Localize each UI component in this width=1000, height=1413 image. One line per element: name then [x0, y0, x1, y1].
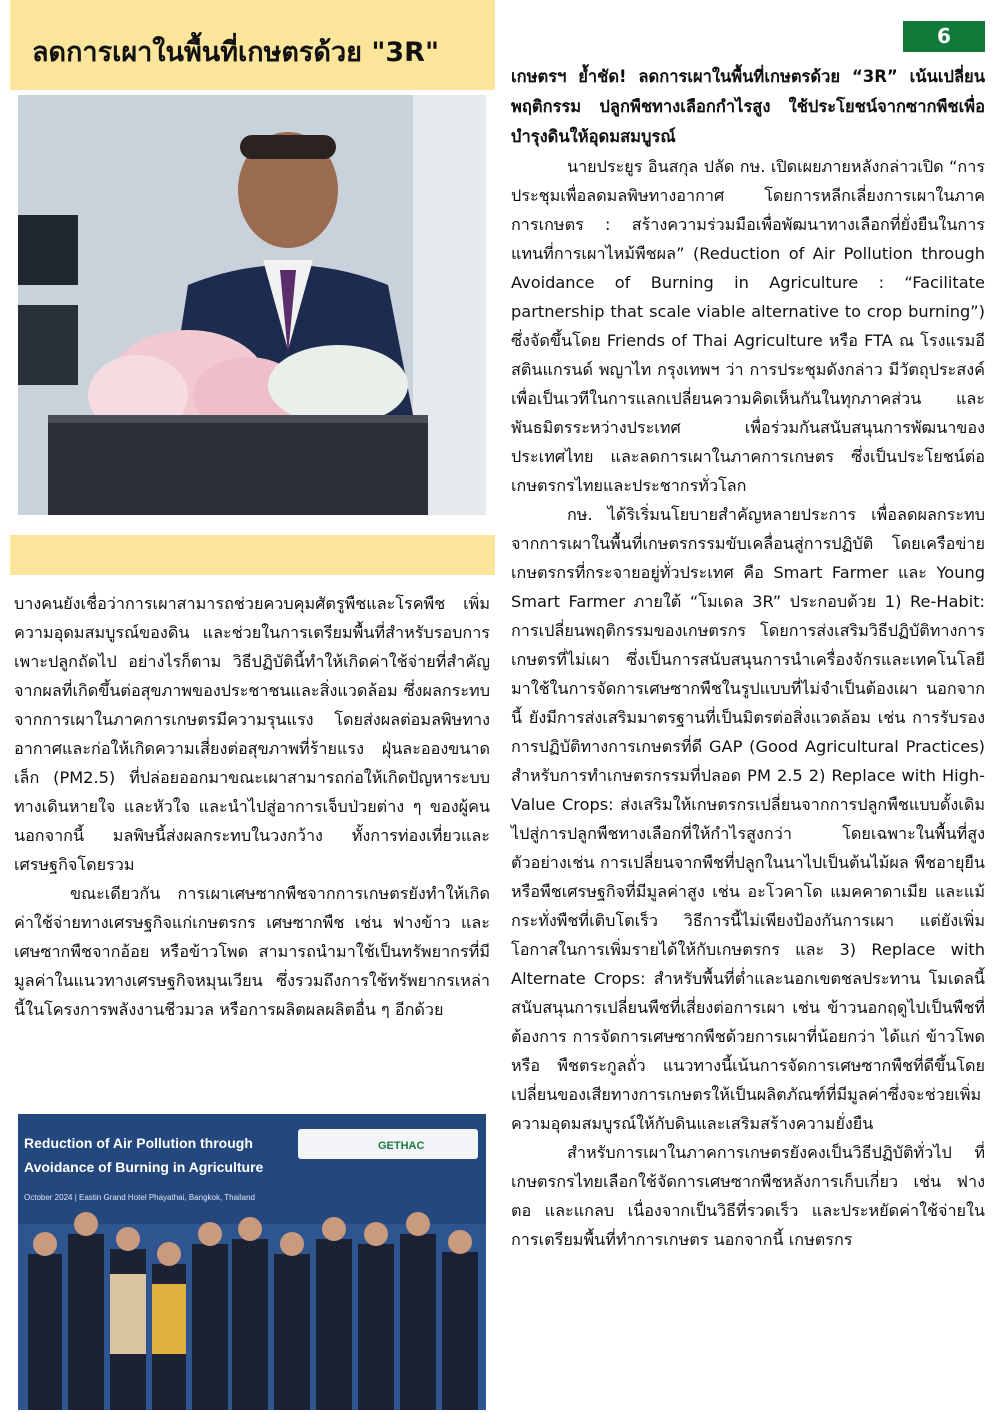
speaker-photo [18, 95, 486, 515]
page-number-badge: 6 [903, 21, 985, 52]
page-title: ลดการเผาในพื้นที่เกษตรด้วย "3R" [32, 37, 440, 68]
group-photo-illustration [18, 1114, 486, 1410]
speaker-photo-illustration [18, 95, 486, 515]
right-paragraph-2: กษ. ได้ริเริ่มนโยบายสำคัญหลายประการ เพื่อลดผลกระทบจากการเผาในพื้นที่เกษตรกรรมขับเคลื่อนสู่การปฏิบัติ โดยเครือข่ายเกษตรกรที่กระจายอยู่ทั่วประเทศ คือ Smart Farmer และ Young Smart Farmer ภายใต้ “โมเดล 3R” ประกอบด้วย 1) Re-Habit: การเปลี่ยนพฤติกรรมของเกษตรกร โดยการส่งเสริมวิธีปฏิบัติทางการเกษตรที่ไม่เผา ซึ่งเป็นการสนับสนุนการนำเครื่องจักรและเทคโนโลยีมาใช้ในการจัดการเศษซากพืชในรูปแบบที่ไม่จำเป็นต้องเผา นอกจากนี้ ยังมีการส่งเสริมมาตรฐานที่เป็นมิตรต่อสิ่งแวดล้อม เช่น การรับรองการปฏิบัติทางการเกษตรที่ดี GAP (Good Agricultural Practices) สำหรับการทำเกษตรกรรมที่ปลอด PM 2.5 2) Replace with High-Value Crops: ส่งเสริมให้เกษตรกรเปลี่ยนจากการปลูกพืชแบบดั้งเดิมไปสู่การปลูกพืชทางเลือกที่ให้กำไรสูงกว่า โดยเฉพาะในพื้นที่สูง ตัวอย่างเช่น การเปลี่ยนจากพืชที่ปลูกในนาไปเป็นต้นไม้ผล พืชอายุยืน หรือพืชเศรษฐกิจที่มีมูลค่าสูง เช่น อะโวคาโด แมคคาดาเมีย และแม้กระทั่งพืชที่เติบโตเร็ว วิธีการนี้ไม่เพียงป้องกันการเผา แต่ยังเพิ่มโอกาสในการเพิ่มรายได้ให้กับเกษตรกร และ 3) Replace with Alternate Crops: สำหรับพื้นที่ต่ำและนอกเขตชลประทาน โมเดลนี้สนับสนุนการเปลี่ยนพืชที่เสี่ยงต่อการเผา เช่น ข้าวนอกฤดูไปเป็นพืชที่ต้องการ การจัดการเศษซากพืชด้วยการเผาที่น้อยกว่า ได้แก่ ข้าวโพด หรือ พืชตระกูลถั่ว แนวทางนี้เน้นการจัดการเศษซากพืชที่ดีขึ้นโดยเปลี่ยนของเสียทางการเกษตรให้เป็นผลิตภัณฑ์ที่มีมูลค่าซึ่งจะช่วยเพิ่มความอุดมสมบูรณ์ให้กับดินและเสริมสร้างความยั่งยืน [511, 505, 985, 1133]
logo-text: GETHAC [378, 1140, 425, 1152]
right-paragraph-3: สำหรับการเผาในภาคการเกษตรยังคงเป็นวิธีปฏิบัติทั่วไป ที่เกษตรกรไทยเลือกใช้จัดการเศษซากพืชหลังการเก็บเกี่ยว เช่น ฟาง ตอ และแกลบ เนื่องจากเป็นวิธีที่รวดเร็ว และประหยัดค่าใช้จ่ายในการเตรียมพื้นที่ทำการเกษตร นอกจากนี้ เกษตรกร [511, 1143, 985, 1249]
group-photo [18, 1114, 486, 1410]
banner-date: October 2024 | Eastin Grand Hotel Phayathai, Bangkok, Thailand [24, 1193, 255, 1202]
right-article-column [511, 62, 985, 1254]
left-article-column [14, 589, 490, 1024]
section-divider-band [10, 535, 495, 575]
article-headline: เกษตรฯ ย้ำชัด! ลดการเผาในพื้นที่เกษตรด้วย “3R” เน้นเปลี่ยนพฤติกรรม ปลูกพืชทางเลือกกำไรสูง ใช้ประโยชน์จากซากพืชเพื่อบำรุงดินให้อุดมสมบูรณ์ [511, 67, 985, 146]
banner-line-2: Avoidance of Burning in Agriculture [24, 1159, 264, 1175]
banner-line-1: Reduction of Air Pollution through [24, 1135, 253, 1151]
title-banner [10, 0, 495, 90]
right-paragraph-1: นายประยูร อินสกุล ปลัด กษ. เปิดเผยภายหลังกล่าวเปิด “การประชุมเพื่อลดมลพิษทางอากาศ โดยการหลีกเลี่ยงการเผาในภาคการเกษตร : สร้างความร่วมมือเพื่อพัฒนาทางเลือกที่ยั่งยืนในการแทนที่การเผาไหม้พืชผล” (Reduction of Air Pollution through Avoidance of Burning in Agriculture : “Facilitate partnership that scale viable alternative to crop burning”) ซึ่งจัดขึ้นโดย Friends of Thai Agriculture หรือ FTA ณ โรงแรมอีสตินแกรนด์ พญาไท กรุงเทพฯ ว่า การประชุมดังกล่าว มีวัตถุประสงค์เพื่อเป็นเวทีในการแลกเปลี่ยนความคิดเห็นกันในทุกภาคส่วน และพันธมิตรระหว่างประเทศ เพื่อร่วมกันสนับสนุนการพัฒนาของประเทศไทย และลดการเผาในภาคการเกษตร ซึ่งเป็นประโยชน์ต่อเกษตรกรไทยและประชากรทั่วโลก [511, 157, 985, 495]
left-paragraph-2: ขณะเดียวกัน การเผาเศษซากพืชจากการเกษตรยังทำให้เกิดค่าใช้จ่ายทางเศรษฐกิจแก่เกษตรกร เศษซากพืช เช่น ฟางข้าว และเศษซากพืชจากอ้อย หรือข้าวโพด สามารถนำมาใช้เป็นทรัพยากรที่มีมูลค่าในแนวทางเศรษฐกิจหมุนเวียน ซึ่งรวมถึงการใช้ทรัพยากรเหล่านี้ในโครงการพลังงานชีวมวล หรือการผลิตผลผลิตอื่น ๆ อีกด้วย [14, 884, 490, 1019]
left-paragraph-1: บางคนยังเชื่อว่าการเผาสามารถช่วยควบคุมศัตรูพืชและโรคพืช เพิ่มความอุดมสมบูรณ์ของดิน และช่วยในการเตรียมพื้นที่สำหรับรอบการเพาะปลูกถัดไป อย่างไรก็ตาม วิธีปฏิบัตินี้ทำให้เกิดค่าใช้จ่ายที่สำคัญจากผลที่เกิดขึ้นต่อสุขภาพของประชาชนและสิ่งแวดล้อม ซึ่งผลกระทบจากการเผาในภาคการเกษตรมีความรุนแรง โดยส่งผลต่อมลพิษทางอากาศและก่อให้เกิดความเสี่ยงต่อสุขภาพที่ร้ายแรง ฝุ่นละอองขนาดเล็ก (PM2.5) ที่ปล่อยออกมาขณะเผาสามารถก่อให้เกิดปัญหาระบบทางเดินหายใจ และหัวใจ และนำไปสู่อาการเจ็บป่วยต่าง ๆ ของผู้คน นอกจากนี้ มลพิษนี้ส่งผลกระทบในวงกว้าง ทั้งการท่องเที่ยวและเศรษฐกิจโดยรวม [14, 594, 490, 874]
